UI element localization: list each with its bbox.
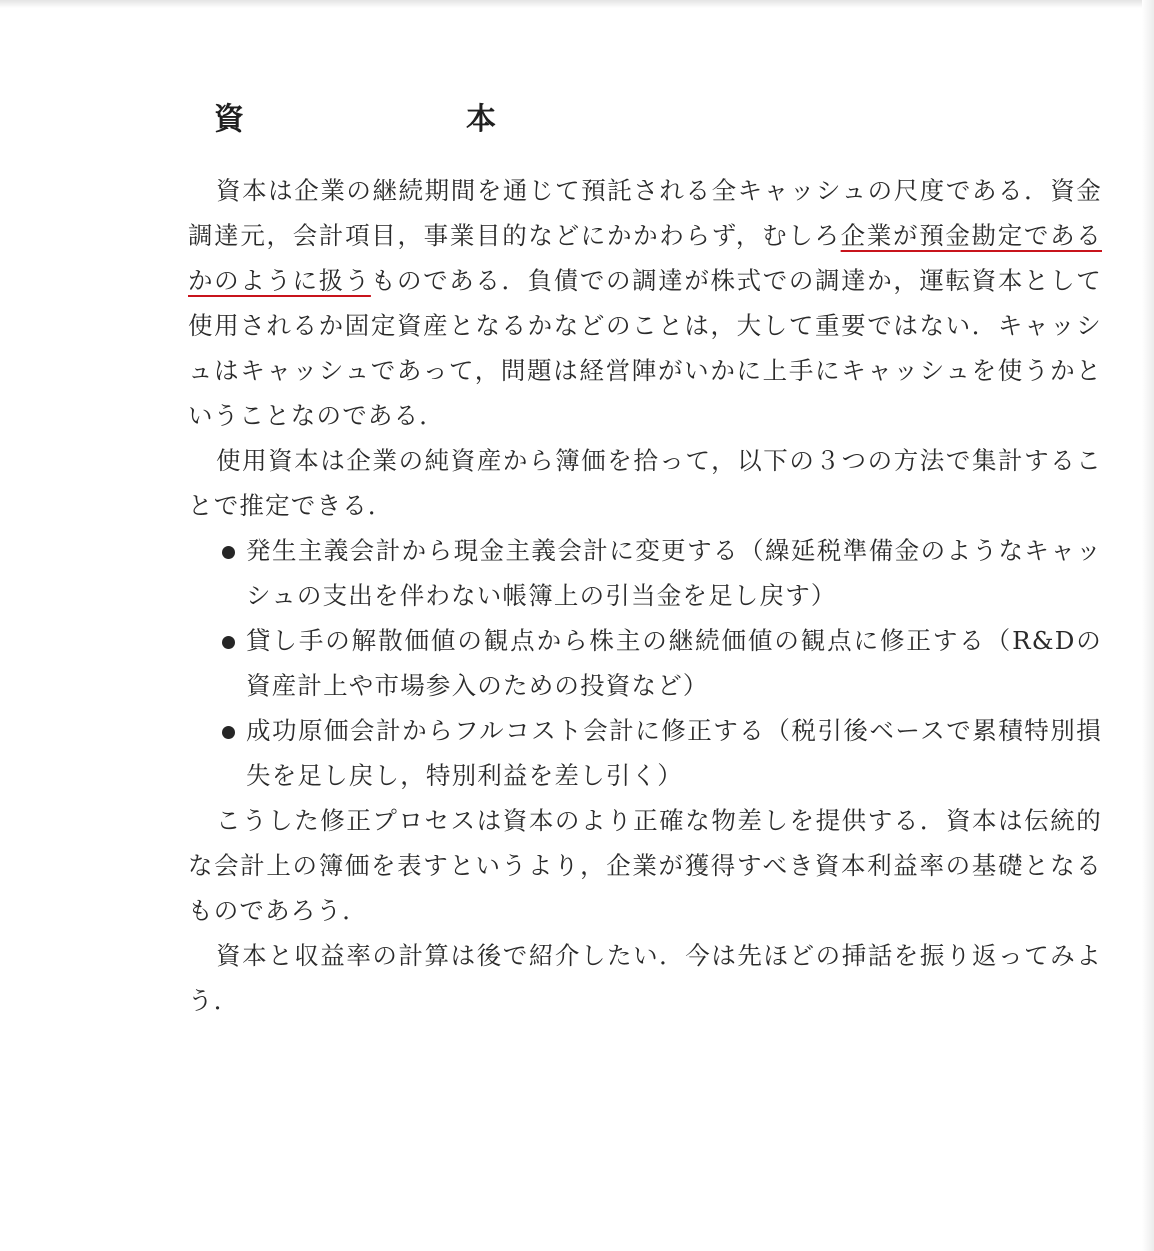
paragraph-closing: 資本と収益率の計算は後で紹介したい．今は先ほどの挿話を振り返ってみよう． xyxy=(188,941,1102,1015)
scan-edge-top xyxy=(0,0,1154,8)
list-item xyxy=(188,708,1102,798)
paragraph-capital-estimation: 使用資本は企業の純資産から簿価を拾って，以下の３つの方法で集計することで推定できる． xyxy=(188,446,1102,520)
bullet-icon xyxy=(222,726,235,739)
paragraph-text: 資本は企業の継続期間を通じて預託される全キャッシュの尺度である．資金調達元，会計項目，事業目的などにかかわらず，むしろ xyxy=(188,176,1102,250)
red-underlined-phrase: 企業が預金勘定であるかのように扱う xyxy=(188,221,1102,295)
list-item-text: 成功原価会計からフルコスト会計に修正する（税引後ベースで累積特別損失を足し戻し，特別利益を差し引く） xyxy=(246,716,1102,790)
list-item xyxy=(188,618,1102,708)
bullet-icon xyxy=(222,546,235,559)
scan-edge-right xyxy=(1142,0,1154,1251)
list-item-text: 発生主義会計から現金主義会計に変更する（繰延税準備金のようなキャッシュの支出を伴わない帳簿上の引当金を足し戻す） xyxy=(246,536,1102,610)
paragraph-adjustment-summary: こうした修正プロセスは資本のより正確な物差しを提供する．資本は伝統的な会計上の簿価を表すというより，企業が獲得すべき資本利益率の基礎となるものであろう． xyxy=(188,806,1102,925)
list-item xyxy=(188,528,1102,618)
paragraph-text: ものである．負債での調達が株式での調達か，運転資本として使用されるか固定資産となるかなどのことは，大して重要ではない．キャッシュはキャッシュであって，問題は経営陣がいかに上手にキャッシュを使うかということなのである． xyxy=(188,266,1102,430)
section-heading: 資 本 xyxy=(214,102,592,137)
document-page xyxy=(188,100,1102,1023)
bullet-icon xyxy=(222,636,235,649)
paragraph-capital-definition xyxy=(188,168,1102,438)
list-item-text: 貸し手の解散価値の観点から株主の継続価値の観点に修正する（R&Dの資産計上や市場参入のための投資など） xyxy=(246,626,1102,700)
adjustment-list xyxy=(188,528,1102,798)
